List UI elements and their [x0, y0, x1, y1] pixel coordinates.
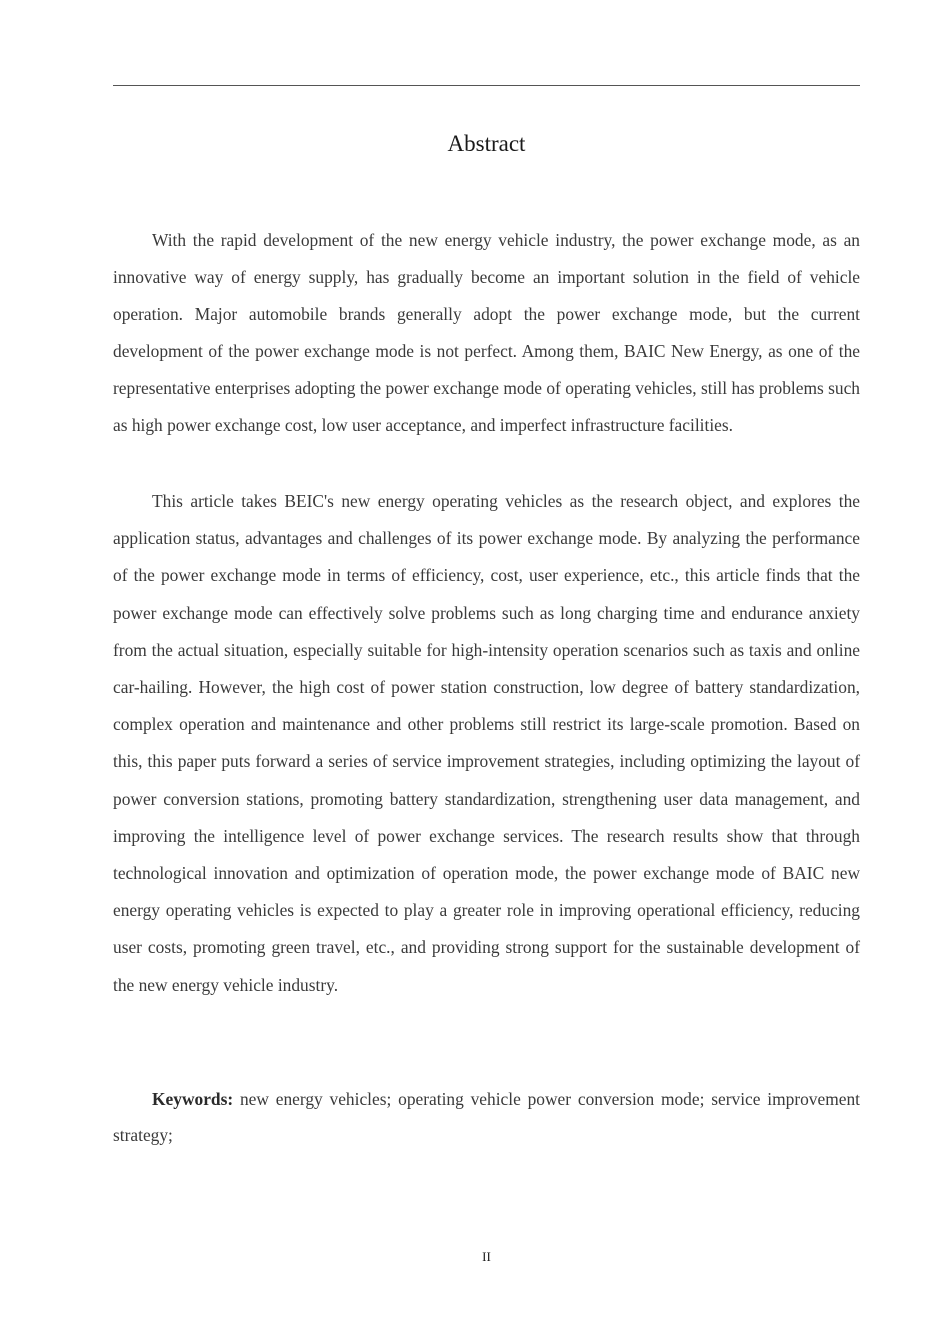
abstract-paragraph-2-block	[113, 483, 860, 1004]
header-rule	[113, 85, 860, 86]
abstract-paragraph-1-block	[113, 222, 860, 444]
keywords-label: Keywords:	[152, 1089, 234, 1109]
keywords-text: new energy vehicles; operating vehicle power conversion mode; service improvement strategy;	[113, 1089, 860, 1145]
abstract-paragraph-1: With the rapid development of the new energy vehicle industry, the power exchange mode, as an innovative way of energy supply, has gradually become an important solution in the field of vehicle operation. Major automobile brands generally adopt the power exchange mode, but the current development of the power exchange mode is not perfect. Among them, BAIC New Energy, as one of the representative enterprises adopting the power exchange mode of operating vehicles, still has problems such as high power exchange cost, low user acceptance, and imperfect infrastructure facilities.	[113, 230, 860, 435]
keywords-line	[113, 1081, 860, 1153]
page-title: Abstract	[447, 131, 526, 156]
abstract-paragraph-2: This article takes BEIC's new energy operating vehicles as the research object, and explores the application status, advantages and challenges of its power exchange mode. By analyzing the performance of the power exchange mode in terms of efficiency, cost, user experience, etc., this article finds that the power exchange mode can effectively solve problems such as long charging time and endurance anxiety from the actual situation, especially suitable for high-intensity operation scenarios such as taxis and online car-hailing. However, the high cost of power station construction, low degree of battery standardization, complex operation and maintenance and other problems still restrict its large-scale promotion. Based on this, this paper puts forward a series of service improvement strategies, including optimizing the layout of power conversion stations, promoting battery standardization, strengthening user data management, and improving the intelligence level of power exchange services. The research results show that through technological innovation and optimization of operation mode, the power exchange mode of BAIC new energy operating vehicles is expected to play a greater role in improving operational efficiency, reducing user costs, promoting green travel, etc., and providing strong support for the sustainable development of the new energy vehicle industry.	[113, 491, 860, 995]
page-number: II	[482, 1249, 491, 1264]
